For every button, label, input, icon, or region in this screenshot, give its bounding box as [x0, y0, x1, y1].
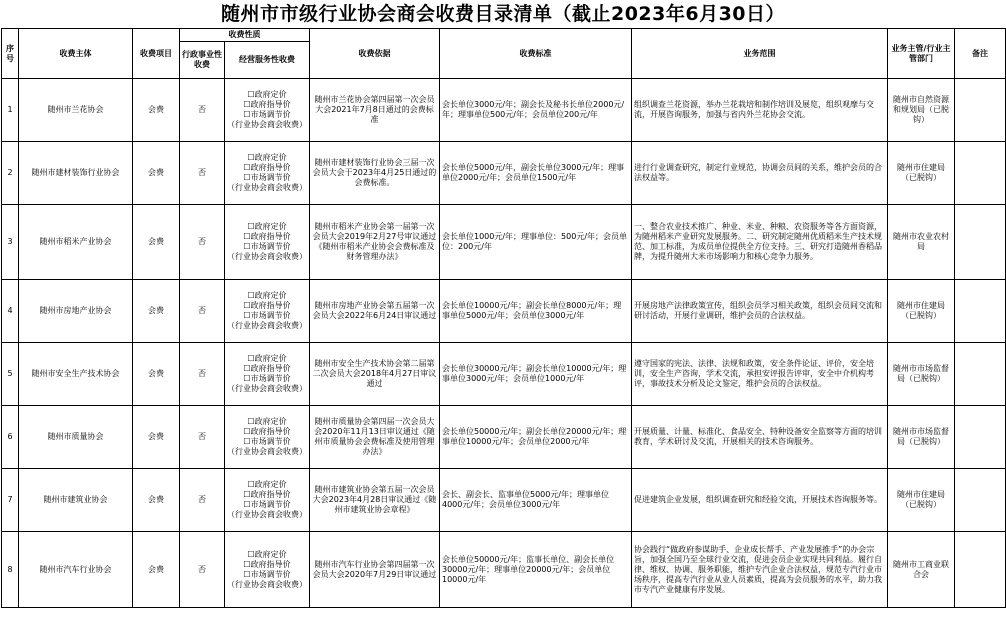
service-nature-option: ☐市场调节价 — [243, 569, 291, 579]
row-basis: 随州市兰花协会第四届第一次会员大会2021年7月8日通过的会费标准 — [310, 79, 440, 142]
row-standard: 会长单位3000元/年；副会长及秘书长单位2000元/年；理事单位500元/年；会员单位200元/年 — [440, 79, 632, 142]
row-scope: 遵守国家的宪法、法律、法规和政策，安全条件论证、评价，安全培训，安全生产咨询，学术交流，承担安评报告评审，安全中介机构考评，事故技术分析及论文鉴定，维护会员的合法权益。 — [632, 343, 888, 406]
header-admin: 行政事业性收费 — [180, 42, 225, 79]
row-subject: 随州市房地产业协会 — [19, 280, 133, 343]
row-basis: 随州市质量协会第四届一次会员大会2020年11月13日审议通过《随州市质量协会会费标准及使用管理办法》 — [310, 406, 440, 469]
row-dept: 随州市工商业联合会 — [888, 532, 955, 608]
row-standard: 会长单位10000元/年；副会长单位8000元/年；理事单位5000元/年；会员单位3000元/年 — [440, 280, 632, 343]
row-item: 会费 — [133, 142, 180, 205]
row-admin: 否 — [180, 280, 225, 343]
row-seq: 1 — [2, 79, 19, 142]
row-remark — [955, 79, 1006, 142]
row-service-nature — [225, 406, 310, 469]
fee-catalog-table — [1, 28, 1006, 608]
row-subject: 随州市质量协会 — [19, 406, 133, 469]
service-nature-option: ☐政府定价 — [247, 417, 287, 426]
row-scope: 开展房地产法律政策宣传，组织会员学习相关政策，组织会员间交流和研讨活动，开展行业调研，维护会员的合法权益。 — [632, 280, 888, 343]
row-dept: 随州市自然资源和规划局（已脱钩） — [888, 79, 955, 142]
service-nature-option: ☐政府指导价 — [243, 100, 291, 109]
row-scope: 开展质量、计量、标准化、食品安全、特种设备安全监察等方面的培训教育，学术研讨及交流，开展相关的技术咨询服务。 — [632, 406, 888, 469]
row-admin: 否 — [180, 406, 225, 469]
page-title: 随州市市级行业协会商会收费目录清单（截止2023年6月30日） — [220, 3, 786, 25]
header-basis: 收费依据 — [310, 29, 440, 79]
table-row — [2, 469, 1006, 532]
row-item: 会费 — [133, 280, 180, 343]
service-nature-option: ☐政府定价 — [247, 222, 287, 231]
row-seq: 8 — [2, 532, 19, 608]
row-subject: 随州市安全生产技术协会 — [19, 343, 133, 406]
row-service-nature — [225, 343, 310, 406]
service-nature-option: ☐政府指导价 — [243, 301, 291, 310]
service-nature-option: ☐市场调节价 — [243, 500, 291, 509]
row-seq: 7 — [2, 469, 19, 532]
header-dept: 业务主管/行业主管部门 — [888, 29, 955, 79]
row-remark — [955, 343, 1006, 406]
row-dept: 随州市住建局（已脱钩） — [888, 469, 955, 532]
service-nature-option: ☐市场调节价 — [243, 110, 291, 119]
row-service-nature — [225, 142, 310, 205]
service-nature-option: ☐市场调节价 — [243, 311, 291, 320]
header-remark: 备注 — [955, 29, 1006, 79]
service-nature-option: （行业协会商会收费） — [227, 510, 307, 519]
header-service: 经营服务性收费 — [225, 42, 310, 79]
header-subject: 收费主体 — [19, 29, 133, 79]
row-admin: 否 — [180, 532, 225, 608]
service-nature-option: ☐政府指导价 — [243, 427, 291, 436]
table-row — [2, 79, 1006, 142]
service-nature-option: （行业协会商会收费） — [227, 321, 307, 330]
row-scope: 进行行业调查研究，制定行业规范，协调会员间的关系，维护会员的合法权益等。 — [632, 142, 888, 205]
service-nature-option: ☐市场调节价 — [243, 437, 291, 446]
row-service-nature — [225, 469, 310, 532]
row-standard: 会长单位50000元/年；监事长单位、副会长单位30000元/年；理事单位20000元/年；会员单位10000元/年 — [440, 532, 632, 608]
row-basis: 随州市安全生产技术协会第二届第二次会员大会2018年4月27日审议通过 — [310, 343, 440, 406]
row-standard: 会长单位1000元/年；理事单位：500元/年；会员单位：200元/年 — [440, 205, 632, 280]
row-subject: 随州市建材装饰行业协会 — [19, 142, 133, 205]
row-basis: 随州市建材装饰行业协会三届一次会员大会于2023年4月25日通过的会费标准。 — [310, 142, 440, 205]
table-row — [2, 406, 1006, 469]
row-scope: 一、整合农业技术推广、种业、米业、种粮、农资服务等各方面资源，为随州稻米产业研究发展服务。二、研究制定随州优质稻米生产技术规范、加工标准，为成员单位提供全方位支持。三、研究打造随州香稻品牌，为提升随州大米市场影响力和核心竞争力服务。 — [632, 205, 888, 280]
header-item: 收费项目 — [133, 29, 180, 79]
service-nature-option: ☐市场调节价 — [243, 242, 291, 251]
row-service-nature — [225, 205, 310, 280]
service-nature-option: ☐政府定价 — [247, 153, 287, 162]
table-row — [2, 280, 1006, 343]
table-row — [2, 343, 1006, 406]
row-admin: 否 — [180, 205, 225, 280]
service-nature-option: ☐政府定价 — [247, 549, 287, 559]
row-subject: 随州市建筑业协会 — [19, 469, 133, 532]
service-nature-option: （行业协会商会收费） — [227, 120, 307, 129]
row-remark — [955, 142, 1006, 205]
table-row — [2, 142, 1006, 205]
service-nature-option: ☐政府指导价 — [243, 232, 291, 241]
row-dept: 随州市市场监督局（已脱钩） — [888, 406, 955, 469]
row-remark — [955, 532, 1006, 608]
row-standard: 会长单位5000元/年，副会长单位3000元/年；理事单位2000元/年；会员单位1500元/年 — [440, 142, 632, 205]
service-nature-option: ☐政府指导价 — [243, 490, 291, 499]
row-admin: 否 — [180, 142, 225, 205]
service-nature-option: ☐政府指导价 — [243, 364, 291, 373]
header-seq: 序号 — [2, 29, 19, 79]
row-basis: 随州市汽车行业协会第四届第一次会员大会2020年7月29日审议通过 — [310, 532, 440, 608]
row-item: 会费 — [133, 469, 180, 532]
service-nature-option: ☐政府定价 — [247, 90, 287, 99]
service-nature-option: （行业协会商会收费） — [227, 252, 307, 261]
row-item: 会费 — [133, 205, 180, 280]
row-remark — [955, 406, 1006, 469]
row-standard: 会长单位30000元/年；副会长单位10000元/年；理事单位3000元/年；会员单位1000元/年 — [440, 343, 632, 406]
table-row — [2, 532, 1006, 608]
row-dept: 随州市农业农村局 — [888, 205, 955, 280]
header-nature-group: 收费性质 — [180, 29, 310, 42]
row-dept: 随州市住建局（已脱钩） — [888, 142, 955, 205]
table-row — [2, 205, 1006, 280]
service-nature-option: （行业协会商会收费） — [227, 183, 307, 192]
row-standard: 会长单位50000元/年；副会长单位20000元/年；理事单位10000元/年；会员单位2000元/年 — [440, 406, 632, 469]
row-service-nature — [225, 79, 310, 142]
row-admin: 否 — [180, 469, 225, 532]
row-basis: 随州市房地产业协会第五届第一次会员大会2022年6月24日审议通过 — [310, 280, 440, 343]
row-dept: 随州市住建局（已脱钩） — [888, 280, 955, 343]
row-service-nature — [225, 280, 310, 343]
row-subject: 随州市稻米产业协会 — [19, 205, 133, 280]
service-nature-option: （行业协会商会收费） — [227, 384, 307, 393]
row-subject: 随州市兰花协会 — [19, 79, 133, 142]
service-nature-option: （行业协会商会收费） — [227, 579, 307, 589]
service-nature-option: ☐市场调节价 — [243, 374, 291, 383]
row-seq: 4 — [2, 280, 19, 343]
row-remark — [955, 205, 1006, 280]
service-nature-option: ☐政府指导价 — [243, 559, 291, 569]
row-admin: 否 — [180, 343, 225, 406]
row-scope: 协会践行“做政府参谋助手、企业成长帮手、产业发展推手”的办会宗旨，加强全国乃至全球行业交流，促进会员企业实现共同利益。履行自律、维权、协调、服务职能，维护专汽企业合法权益，规范专汽行业市场秩序，提高专汽行业从业人员素质，提高为会员服务的水平，助力我市专汽产业健康有序发展。 — [632, 532, 888, 608]
row-seq: 5 — [2, 343, 19, 406]
row-seq: 3 — [2, 205, 19, 280]
row-item: 会费 — [133, 79, 180, 142]
table-body — [2, 79, 1006, 608]
row-item: 会费 — [133, 406, 180, 469]
row-standard: 会长、副会长、监事单位5000元/年；理事单位4000元/年；会员单位3000元/年 — [440, 469, 632, 532]
row-remark — [955, 469, 1006, 532]
row-basis: 随州市建筑业协会第五届一次会员大会2023年4月28日审议通过《随州市建筑业协会章程》 — [310, 469, 440, 532]
row-admin: 否 — [180, 79, 225, 142]
row-service-nature — [225, 532, 310, 608]
row-remark — [955, 280, 1006, 343]
service-nature-option: ☐市场调节价 — [243, 173, 291, 182]
row-item: 会费 — [133, 343, 180, 406]
row-item: 会费 — [133, 532, 180, 608]
row-scope: 组织调查兰花资源，举办兰花栽培和制作培训及展览，组织观摩与交流，开展咨询服务，加强与省内外兰花协会交流。 — [632, 79, 888, 142]
service-nature-option: ☐政府指导价 — [243, 163, 291, 172]
row-dept: 随州市市场监督局（已脱钩） — [888, 343, 955, 406]
service-nature-option: ☐政府定价 — [247, 354, 287, 363]
row-seq: 6 — [2, 406, 19, 469]
service-nature-option: （行业协会商会收费） — [227, 447, 307, 456]
row-scope: 促进建筑企业发展，组织调查研究和经验交流，开展技术咨询服务等。 — [632, 469, 888, 532]
service-nature-option: ☐政府定价 — [247, 480, 287, 489]
row-basis: 随州市稻米产业协会第一届第一次会员大会2019年2月27号审议通过《随州市稻米产业协会会费标准及财务管理办法》 — [310, 205, 440, 280]
row-seq: 2 — [2, 142, 19, 205]
header-scope: 业务范围 — [632, 29, 888, 79]
service-nature-option: ☐政府定价 — [247, 291, 287, 300]
row-subject: 随州市汽车行业协会 — [19, 532, 133, 608]
header-standard: 收费标准 — [440, 29, 632, 79]
